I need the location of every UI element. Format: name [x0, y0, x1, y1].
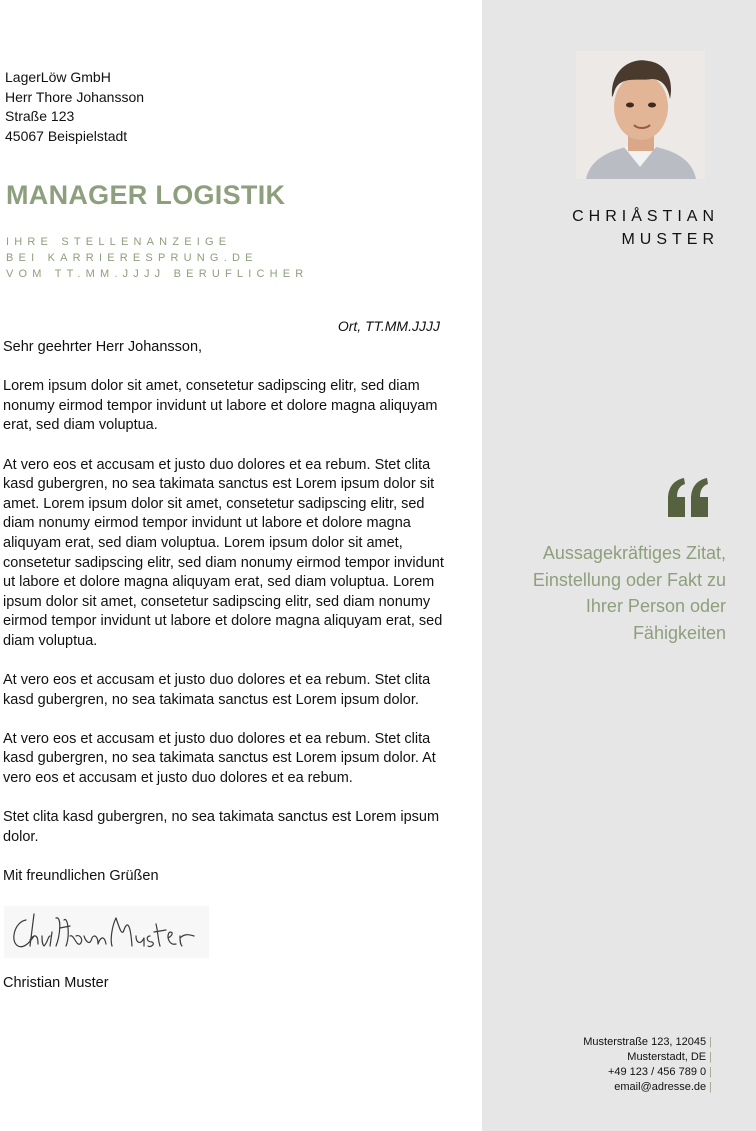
- reference-line: IHRE STELLENANZEIGE: [6, 236, 232, 248]
- contact-address-street: Musterstraße 123, 12045: [583, 1036, 707, 1048]
- letter-paragraph: Stet clita kasd gubergren, no sea takimata sanctus est Lorem ipsum dolor.: [3, 809, 440, 845]
- separator: |: [709, 1066, 712, 1078]
- letter-paragraph: Lorem ipsum dolor sit amet, consetetur sadipscing elitr, sed diam nonumy eirmod tempor invidunt ut labore et dolore magna aliquyam erat, sed diam voluptua.: [3, 378, 438, 434]
- applicant-first-name: CHRIÅSTIAN: [572, 208, 719, 225]
- contact-row: [500, 1050, 712, 1065]
- letter-paragraph: At vero eos et accusam et justo duo dolores et ea rebum. Stet clita kasd gubergren, no sea takimata sanctus est Lorem ipsum dolor.: [3, 672, 431, 708]
- contact-address-city: Musterstadt, DE: [627, 1051, 707, 1063]
- applicant-name: [482, 205, 719, 251]
- date-line: Ort, TT.MM.JJJJ: [337, 318, 440, 334]
- recipient-person: Herr Thore Johansson: [5, 88, 145, 105]
- recipient-company: LagerLöw GmbH: [5, 69, 111, 85]
- recipient-address: [5, 68, 144, 146]
- signer-name: Christian Muster: [3, 975, 109, 991]
- separator: |: [709, 1081, 712, 1093]
- personal-quote: Aussagekräftiges Zitat, Einstellung oder Fakt zu Ihrer Person oder Fähigkeiten: [532, 543, 726, 643]
- salutation: Sehr geehrter Herr Johansson,: [3, 339, 203, 355]
- applicant-last-name: MUSTER: [621, 231, 719, 248]
- closing: Mit freundlichen Grüßen: [3, 868, 159, 885]
- reference-line: VOM TT.MM.JJJJ BERUFLICHER: [6, 268, 309, 280]
- reference-line: BEI KARRIERESPRUNG.DE: [6, 252, 258, 264]
- contact-row: [500, 1080, 712, 1095]
- recipient-city: 45067 Beispielstadt: [5, 127, 128, 144]
- separator: |: [709, 1051, 712, 1063]
- letter-paragraph: At vero eos et accusam et justo duo dolores et ea rebum. Stet clita kasd gubergren, no sea takimata sanctus est Lorem ipsum dolor. At vero eos et accusam et justo duo dolores et ea rebum.: [3, 730, 436, 787]
- contact-row: [500, 1065, 712, 1080]
- handwritten-signature: [4, 906, 209, 958]
- letter-paragraph: At vero eos et accusam et justo duo dolores et ea rebum. Stet clita kasd gubergren, no sea takimata sanctus est Lorem ipsum dolor sit amet. Lorem ipsum dolor sit amet, consetetur sadipscing elitr, sed diam nonumy eirmod tempor invidunt ut labore et dolore magna aliquyam erat, sed diam voluptua. Lorem ipsum dolor sit amet, consetetur sadipscing elitr, sed diam nonumy eirmod tempor invidunt ut labore et dolore magna aliquyam erat, sed diam voluptua. Lorem ipsum dolor sit amet, consetetur sadipscing elitr, sed diam nonumy eirmod tempor invidunt ut labore et dolore magna aliquyam erat, sed diam voluptua.: [3, 456, 444, 649]
- contact-email: email@adresse.de: [614, 1081, 707, 1093]
- profile-photo: [576, 51, 705, 179]
- portrait-image: [576, 51, 705, 179]
- contact-block: [500, 1035, 712, 1095]
- separator: |: [709, 1036, 712, 1048]
- job-title: MANAGER LOGISTIK: [6, 180, 286, 210]
- contact-row: [500, 1035, 712, 1050]
- letter-body: [3, 338, 448, 906]
- job-reference: [6, 234, 308, 282]
- contact-phone: +49 123 / 456 789 0: [607, 1066, 707, 1078]
- quote-mark-icon: [664, 477, 712, 519]
- recipient-street: Straße 123: [5, 108, 75, 124]
